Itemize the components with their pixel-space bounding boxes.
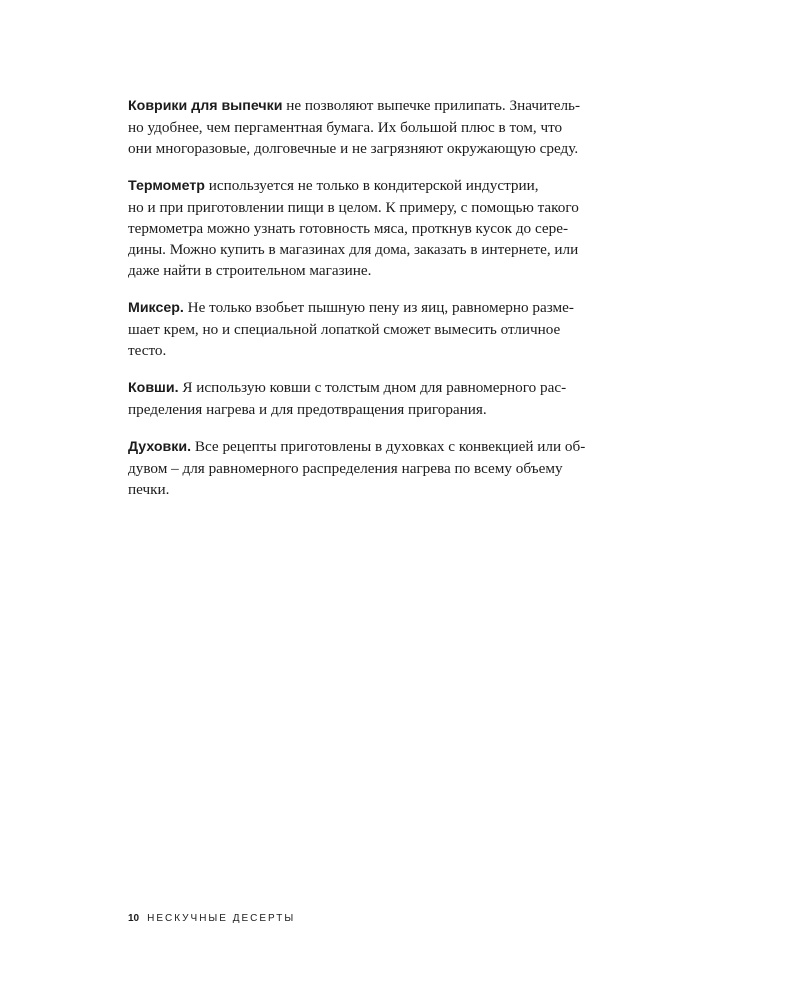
paragraph-line	[128, 377, 608, 399]
line-text: Все рецепты приготовлены в духовках с конвекцией или об-	[191, 438, 586, 455]
body-text	[128, 95, 608, 516]
paragraph-line: тесто.	[128, 342, 167, 359]
paragraph-line: термометра можно узнать готовность мяса, проткнув кусок до сере-	[128, 220, 568, 237]
line-text: используется не только в кондитерской индустрии,	[204, 177, 539, 194]
term-thermometer: Термометр	[128, 178, 205, 194]
line-text: не позволяют выпечке прилипать. Значитель-	[282, 97, 581, 114]
paragraph-line: шает крем, но и специальной лопаткой сможет вымесить отличное	[128, 321, 561, 338]
term-saucepans: Ковши.	[128, 380, 179, 396]
paragraph-line	[128, 175, 608, 197]
paragraph-mixer	[128, 297, 608, 361]
paragraph-line: но и при приготовлении пищи в целом. К примеру, с помощью такого	[128, 199, 579, 216]
page-number: 10	[128, 913, 140, 924]
paragraph-thermometer	[128, 175, 608, 281]
paragraph-line: но удобнее, чем пергаментная бумага. Их большой плюс в том, что	[128, 119, 563, 136]
paragraph-line: пределения нагрева и для предотвращения пригорания.	[128, 401, 487, 418]
paragraph-line: дувом – для равномерного распределения нагрева по всему объему	[128, 460, 563, 477]
paragraph-line	[128, 436, 608, 458]
paragraph-line	[128, 297, 608, 319]
paragraph-baking-mats	[128, 95, 608, 159]
paragraph-ovens	[128, 436, 608, 500]
term-ovens: Духовки.	[128, 439, 192, 455]
running-title: НЕСКУЧНЫЕ ДЕСЕРТЫ	[147, 913, 296, 924]
paragraph-saucepans	[128, 377, 608, 420]
paragraph-line: они многоразовые, долговечные и не загрязняют окружающую среду.	[128, 140, 579, 157]
paragraph-line: печки.	[128, 481, 170, 498]
paragraph-line: дины. Можно купить в магазинах для дома, заказать в интернете, или	[128, 241, 579, 258]
term-baking-mats: Коврики для выпечки	[128, 98, 283, 114]
line-text: Не только взобьет пышную пену из яиц, равномерно разме-	[183, 299, 574, 316]
line-text: Я использую ковши с толстым дном для равномерного рас-	[178, 379, 567, 396]
paragraph-line	[128, 95, 608, 117]
term-mixer: Миксер.	[128, 300, 184, 316]
page-footer	[128, 912, 295, 926]
paragraph-line: даже найти в строительном магазине.	[128, 262, 372, 279]
